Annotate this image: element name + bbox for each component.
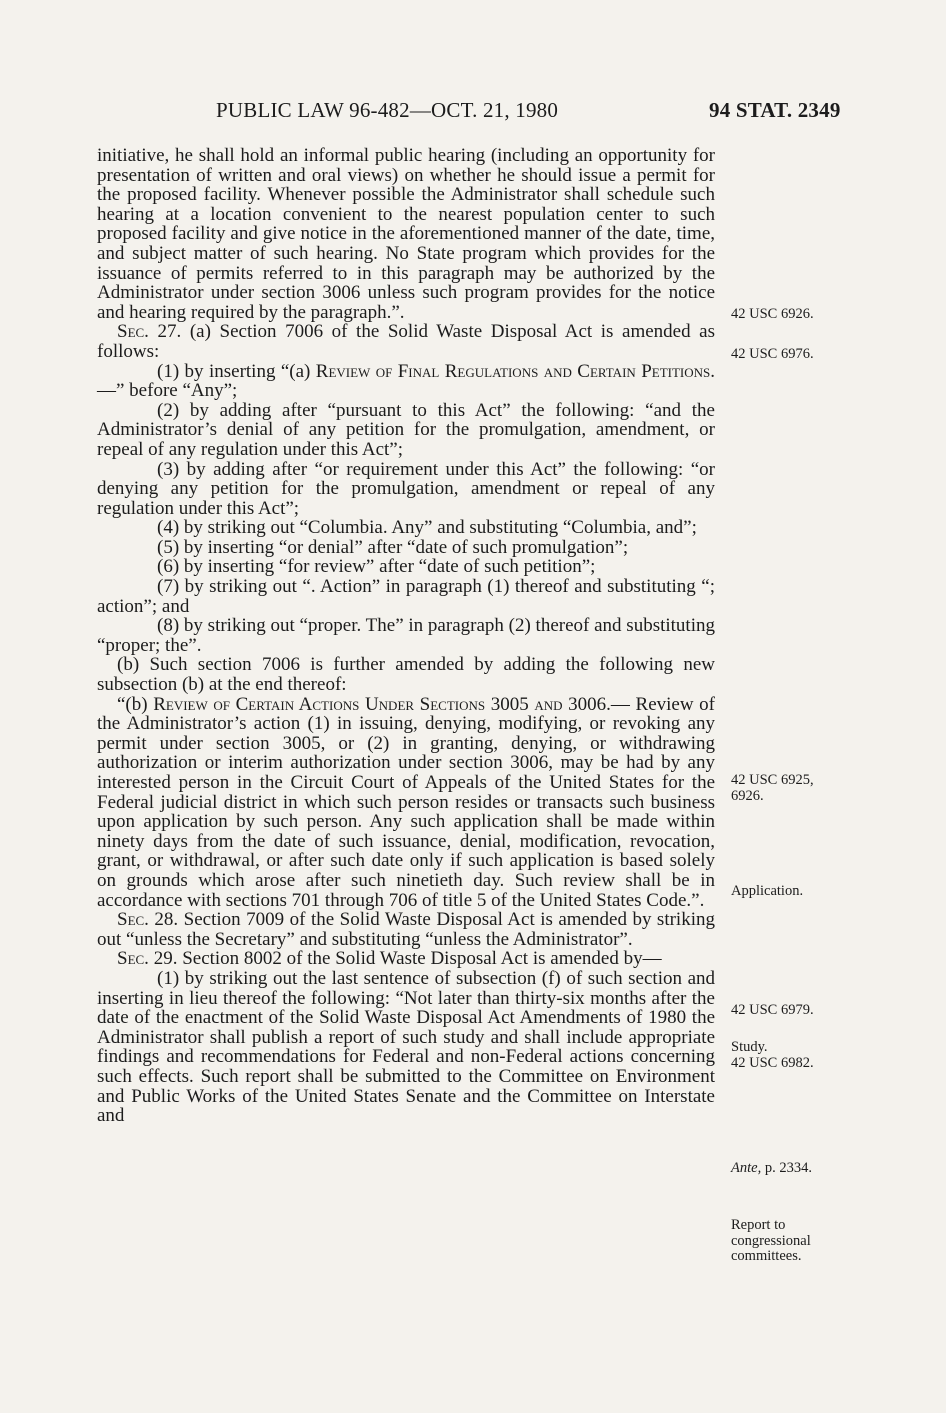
section-29: Sec. 29. Section 8002 of the Solid Waste Disposal Act is amended by— xyxy=(117,948,662,970)
paragraph-continuation: initiative, he shall hold an informal public hearing (including an opportunity for presentation of written and oral views) on whether he should issue a permit for the proposed facility. Whenever possible the Administrator shall schedule such hearing at a location convenient to the nearest population center to such proposed facility and give notice in the aforementioned manner of the date, time, and subject matter of such hearing. No State program which provides for the issuance of permits referred to in this paragraph may be authorized by the Administrator under section 3006 unless such program provides for the notice and hearing required by the paragraph.”. xyxy=(97,145,715,323)
sec27-item-3: (3) by adding after “or requirement under this Act” the following: “or denying any petition for the promulgation, amendment or repeal of any regulation under this Act”; xyxy=(97,458,715,519)
margin-note-usc-6976: 42 USC 6976. xyxy=(731,346,814,362)
sec27-item-5: (5) by inserting “or denial” after “date of such promulgation”; xyxy=(157,536,629,558)
margin-note-report: Report to congressional committees. xyxy=(731,1217,811,1264)
running-header-page: 94 STAT. 2349 xyxy=(709,98,841,122)
sec27-item-4: (4) by striking out “Columbia. Any” and substituting “Columbia, and”; xyxy=(157,517,697,539)
section-27: Sec. 27. (a) Section 7006 of the Solid Waste Disposal Act is amended as follows: xyxy=(97,321,715,362)
sec29-item-1: (1) by striking out the last sentence of subsection (f) of such section and inserting in lieu thereof the following: “Not later than thirty-six months after the date of the enactment of the Solid Waste Disposal Act Amendments of 1980 the Administrator shall publish a report of such study and shall include appropriate findings and recommendations for Federal and non-Federal actions concerning such effects. Such report shall be submitted to the Committee on Environment and Public Works of the United States Senate and the Committee on Interstate and xyxy=(97,967,715,1127)
sec27-item-1: (1) by inserting “(a) Review of Final Regulations and Certain Petitions.—” before “Any”; xyxy=(97,360,715,402)
new-subsection-b: “(b) Review of Certain Actions Under Sections 3005 and 3006.— Review of the Administrator’s action (1) in issuing, denying, modifying, or revoking any permit under section 3005, or (2) in granting, denying, or withdrawing authorization or interim authorization under section 3006, may be had by any interested person in the Circuit Court of Appeals of the United States for the Federal judicial district in which such person resides or transacts such business upon application by such person. Any such application shall be made within ninety days from the date of such issuance, denial, modification, revocation, grant, or withdrawal, or after such date only if such application is based solely on grounds which arose after such ninetieth day. Such review shall be in accordance with sections 701 through 706 of title 5 of the United States Code.”. xyxy=(97,693,716,911)
margin-note-study: Study. 42 USC 6982. xyxy=(731,1039,814,1071)
sec27-item-6: (6) by inserting “for review” after “date of such petition”; xyxy=(157,556,596,578)
margin-note-application: Application. xyxy=(731,883,804,899)
sec27-subsection-b: (b) Such section 7006 is further amended by adding the following new subsection (b) at the end thereof: xyxy=(97,654,715,696)
margin-note-ante: Ante, p. 2334. xyxy=(731,1160,812,1176)
margin-note-usc-6926: 42 USC 6926. xyxy=(731,306,814,322)
margin-note-usc-6979: 42 USC 6979. xyxy=(731,1002,814,1018)
sec27-item-7: (7) by striking out “. Action” in paragraph (1) thereof and substituting “; action”; and xyxy=(97,576,715,617)
body-text xyxy=(97,146,715,1126)
margin-note-usc-6925: 42 USC 6925, 6926. xyxy=(731,772,814,804)
section-28: Sec. 28. Section 7009 of the Solid Waste Disposal Act is amended by striking out “unless the Secretary” and substituting “unless the Administrator”. xyxy=(97,909,715,950)
sec27-item-8: (8) by striking out “proper. The” in paragraph (2) thereof and substituting “proper; the”. xyxy=(97,615,715,656)
sec27-item-2: (2) by adding after “pursuant to this Act” the following: “and the Administrator’s denial of any petition for the promulgation, amendment, or repeal of any regulation under this Act”; xyxy=(97,399,715,460)
running-header-title: PUBLIC LAW 96-482—OCT. 21, 1980 xyxy=(216,98,559,122)
